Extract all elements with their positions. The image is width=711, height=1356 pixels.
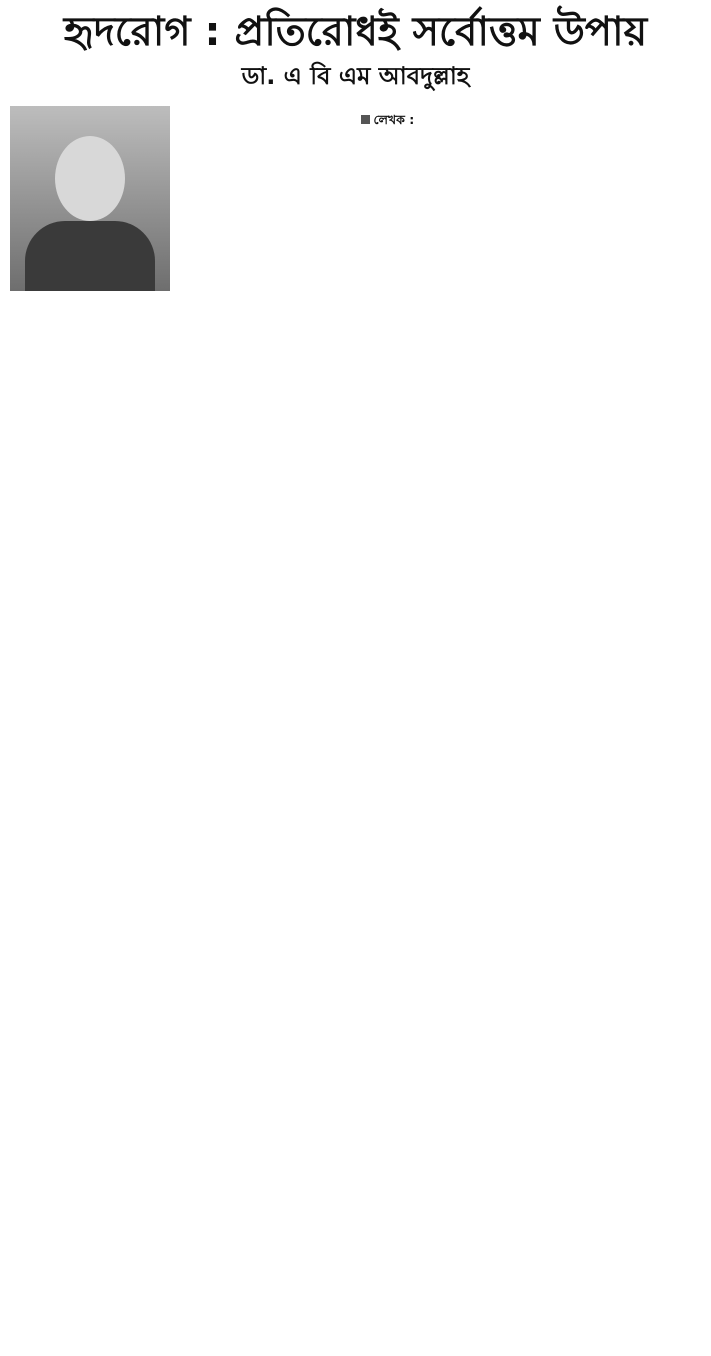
author-photo	[10, 106, 170, 291]
square-bullet-icon	[361, 115, 370, 124]
author-note	[361, 112, 702, 129]
author-label: লেখক :	[373, 112, 415, 127]
article-headline: হৃদরোগ : প্রতিরোধই সর্বোত্তম উপায়	[63, 9, 648, 55]
article-byline: ডা. এ বি এম আবদুল্লাহ	[241, 62, 470, 90]
article-column-1	[10, 106, 351, 1356]
article-column-2	[361, 106, 702, 1356]
article-columns	[10, 106, 701, 1356]
